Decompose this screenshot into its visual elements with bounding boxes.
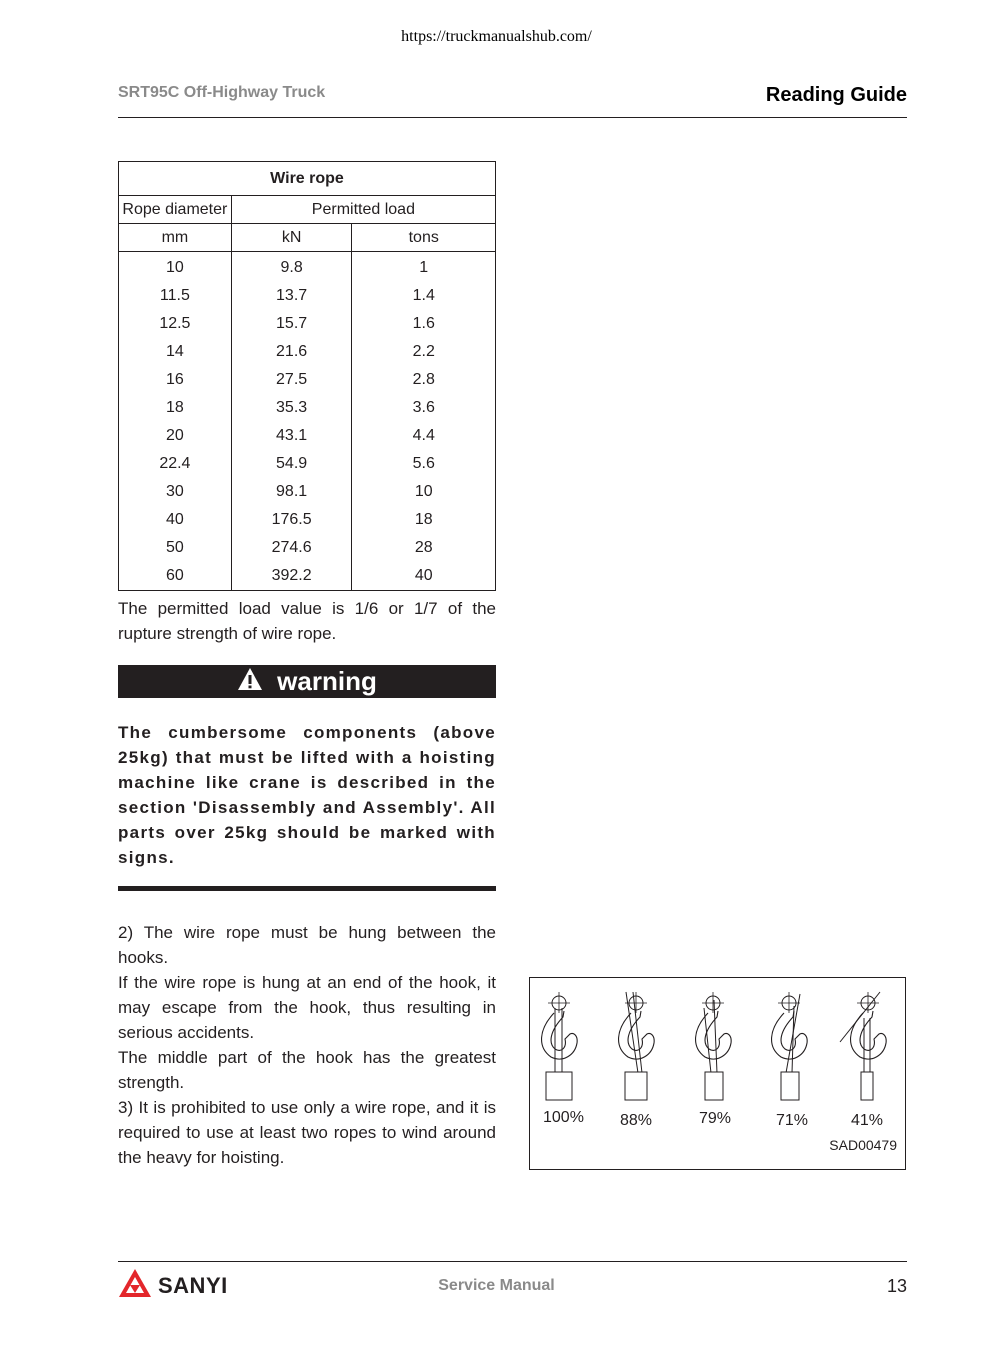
label-88: 88% [620, 1112, 653, 1129]
hook-41-icon [840, 992, 886, 1100]
cell-kn: 98.1 [231, 478, 352, 506]
cell-diameter: 50 [119, 534, 232, 562]
warning-triangle-icon [237, 667, 263, 696]
footer-title: Service Manual [438, 1277, 555, 1294]
table-title: Wire rope [119, 162, 496, 196]
label-79: 79% [699, 1110, 732, 1127]
footer-rule [118, 1261, 907, 1262]
paragraph: If the wire rope is hung at an end of the hook, it may escape from the hook, thus resulting in serious accidents. [118, 973, 496, 1042]
table-row [119, 534, 496, 562]
hook-strength-figure [529, 977, 906, 1170]
cell-diameter: 20 [119, 422, 232, 450]
table-row [119, 282, 496, 310]
cell-diameter: 30 [119, 478, 232, 506]
warning-end-rule [118, 886, 496, 891]
cell-diameter: 12.5 [119, 310, 232, 338]
paragraph: 3) It is prohibited to use only a wire rope, and it is required to use at least two ropes to wind around the heavy for hoisting. [118, 1098, 496, 1167]
header-rule [118, 117, 907, 118]
cell-kn: 27.5 [231, 366, 352, 394]
table-row [119, 506, 496, 534]
section-title: Reading Guide [765, 84, 907, 106]
cell-kn: 35.3 [231, 394, 352, 422]
wire-rope-table [118, 161, 496, 591]
figure-code: SAD00479 [829, 1137, 897, 1153]
table-row [119, 394, 496, 422]
unit-kn: kN [231, 224, 352, 252]
cell-tons: 10 [352, 478, 496, 506]
table-row [119, 310, 496, 338]
table-row [119, 450, 496, 478]
cell-tons: 1 [352, 252, 496, 283]
cell-diameter: 14 [119, 338, 232, 366]
hook-71-icon [772, 992, 808, 1100]
unit-tons: tons [352, 224, 496, 252]
warning-text: The cumbersome components (above 25kg) that must be lifted with a hoisting machine like crane is described in the section 'Disassembly and Assembly'. All parts over 25kg should be marked with signs. [118, 723, 496, 867]
document-title: SRT95C Off-Highway Truck [118, 84, 326, 101]
hook-88-icon [619, 992, 655, 1100]
cell-tons: 2.8 [352, 366, 496, 394]
cell-kn: 9.8 [231, 252, 352, 283]
cell-kn: 43.1 [231, 422, 352, 450]
cell-tons: 3.6 [352, 394, 496, 422]
table-row [119, 422, 496, 450]
hook-100-icon [542, 992, 578, 1100]
unit-mm: mm [119, 224, 232, 252]
cell-diameter: 18 [119, 394, 232, 422]
cell-diameter: 16 [119, 366, 232, 394]
cell-kn: 21.6 [231, 338, 352, 366]
table-row [119, 252, 496, 283]
cell-tons: 2.2 [352, 338, 496, 366]
page-number: 13 [886, 1276, 907, 1296]
body-text [118, 920, 496, 1170]
hook-79-icon [696, 992, 732, 1100]
cell-diameter: 10 [119, 252, 232, 283]
brand-name: SANYI [158, 1272, 228, 1298]
header-rope-diameter: Rope diameter [119, 196, 232, 224]
source-url: https://truckmanualshub.com/ [401, 28, 592, 45]
header-permitted-load: Permitted load [231, 196, 495, 224]
cell-kn: 15.7 [231, 310, 352, 338]
cell-tons: 40 [352, 562, 496, 591]
label-71: 71% [776, 1112, 809, 1129]
cell-tons: 1.6 [352, 310, 496, 338]
cell-tons: 4.4 [352, 422, 496, 450]
cell-tons: 1.4 [352, 282, 496, 310]
table-row [119, 478, 496, 506]
table-row [119, 562, 496, 591]
cell-kn: 54.9 [231, 450, 352, 478]
cell-diameter: 22.4 [119, 450, 232, 478]
table-note: The permitted load value is 1/6 or 1/7 of the rupture strength of wire rope. [118, 599, 496, 643]
label-100: 100% [543, 1109, 584, 1126]
paragraph: The middle part of the hook has the greatest strength. [118, 1048, 496, 1092]
cell-tons: 5.6 [352, 450, 496, 478]
table-row [119, 366, 496, 394]
paragraph: 2) The wire rope must be hung between the hooks. [118, 923, 496, 967]
warning-label: warning [277, 666, 377, 696]
label-41: 41% [851, 1112, 884, 1129]
cell-tons: 28 [352, 534, 496, 562]
cell-tons: 18 [352, 506, 496, 534]
cell-kn: 274.6 [231, 534, 352, 562]
cell-diameter: 11.5 [119, 282, 232, 310]
cell-diameter: 40 [119, 506, 232, 534]
cell-kn: 13.7 [231, 282, 352, 310]
warning-banner [118, 665, 496, 698]
cell-diameter: 60 [119, 562, 232, 591]
cell-kn: 392.2 [231, 562, 352, 591]
cell-kn: 176.5 [231, 506, 352, 534]
table-row [119, 338, 496, 366]
